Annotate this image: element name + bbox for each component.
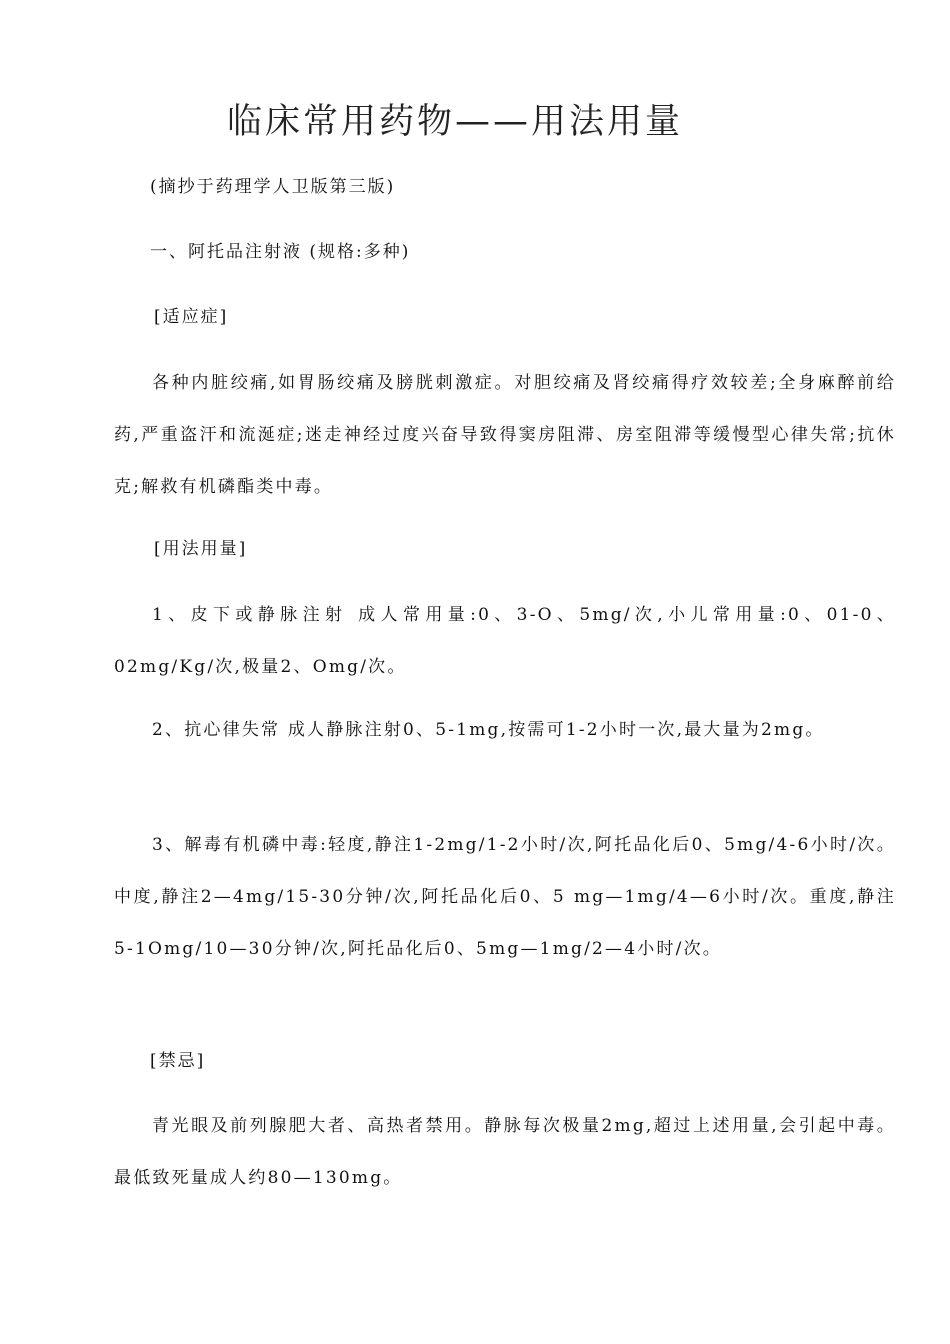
contraindications-heading: [禁忌] [150, 1051, 206, 1071]
indications-text: 各种内脏绞痛,如胃肠绞痛及膀胱刺激症。对胆绞痛及肾绞痛得疗效较差;全身麻醉前给药,严重盗汗和流涎症;迷走神经过度兴奋导致得窦房阻滞、房室阻滞等缓慢型心律失常;抗休克;解救有机磷酯类中毒。 [114, 373, 896, 497]
document-title: 临床常用药物——用法用量 [226, 102, 683, 142]
dosage-heading: [用法用量] [154, 539, 248, 559]
dosage-item-3: 3、解毒有机磷中毒:轻度,静注1-2mg/1-2小时/次,阿托品化后0、5mg/4-6小时/次。中度,静注2—4mg/15-30分钟/次,阿托品化后0、5 mg—1mg/4—6小时/次。重度,静注5-1Omg/10—30分钟/次,阿托品化后0、5mg—1mg/2—4小时/次。 [114, 835, 896, 959]
source-note: (摘抄于药理学人卫版第三版) [150, 177, 396, 197]
drug-heading: 一、阿托品注射液 (规格:多种) [150, 242, 411, 262]
indications-heading: [适应症] [154, 307, 229, 327]
dosage-item-1: 1、皮下或静脉注射 成人常用量:0、3-O、5mg/次,小儿常用量:0、01-0、02mg/Kg/次,极量2、Omg/次。 [114, 605, 896, 677]
contraindications-text: 青光眼及前列腺肥大者、高热者禁用。静脉每次极量2mg,超过上述用量,会引起中毒。最低致死量成人约80—130mg。 [114, 1116, 896, 1188]
dosage-item-2: 2、抗心律失常 成人静脉注射0、5-1mg,按需可1-2小时一次,最大量为2mg。 [152, 720, 825, 740]
